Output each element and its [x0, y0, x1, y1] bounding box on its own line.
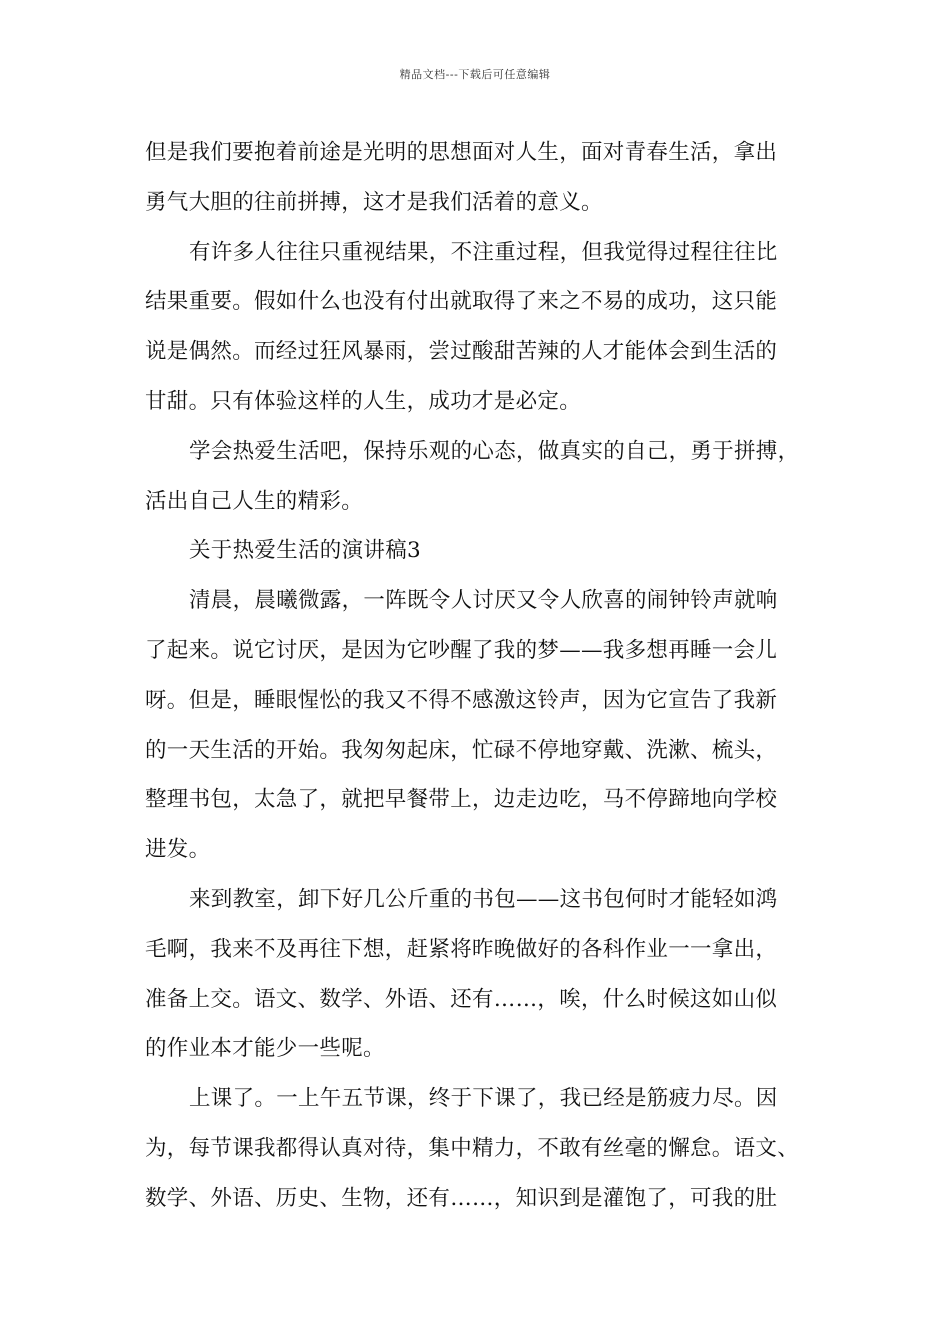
text-line: 准备上交。语文、数学、外语、还有……，唉，什么时候这如山似 — [145, 986, 778, 1012]
text-line: 数学、外语、历史、生物，还有……，知识到是灌饱了，可我的肚 — [145, 1185, 778, 1211]
text-line: 结果重要。假如什么也没有付出就取得了来之不易的成功，这只能 — [145, 289, 778, 315]
text-line: 上课了。一上午五节课，终于下课了，我已经是筋疲力尽。因 — [189, 1086, 778, 1112]
text-line: 勇气大胆的往前拼搏，这才是我们活着的意义。 — [145, 189, 603, 215]
text-line: 有许多人往往只重视结果，不注重过程，但我觉得过程往往比 — [189, 239, 778, 265]
text-line: 学会热爱生活吧，保持乐观的心态，做真实的自己，勇于拼搏， — [189, 438, 800, 464]
text-line: 进发。 — [145, 837, 211, 863]
text-line: 的一天生活的开始。我匆匆起床，忙碌不停地穿戴、洗漱、梳头， — [145, 737, 778, 763]
text-line: 但是我们要抱着前途是光明的思想面对人生，面对青春生活，拿出 — [145, 140, 778, 165]
text-line: 来到教室，卸下好几公斤重的书包——这书包何时才能轻如鸿 — [189, 886, 778, 912]
document-body — [145, 128, 825, 1224]
text-line: 说是偶然。而经过狂风暴雨，尝过酸甜苦辣的人才能体会到生活的 — [145, 339, 778, 365]
text-line: 清晨，晨曦微露，一阵既令人讨厌又令人欣喜的闹钟铃声就响 — [189, 588, 778, 614]
text-line: 的作业本才能少一些呢。 — [145, 1036, 385, 1062]
page-header: 精品文档---下载后可任意编辑 — [399, 68, 551, 81]
text-line: 甘甜。只有体验这样的人生，成功才是必定。 — [145, 388, 582, 414]
text-line: 毛啊，我来不及再往下想，赶紧将昨晚做好的各科作业一一拿出， — [145, 936, 778, 962]
text-line: 关于热爱生活的演讲稿3 — [189, 538, 421, 564]
text-line: 整理书包，太急了，就把早餐带上，边走边吃，马不停蹄地向学校 — [145, 787, 778, 813]
text-line: 活出自己人生的精彩。 — [145, 488, 364, 514]
text-line: 为，每节课我都得认真对待，集中精力，不敢有丝毫的懈怠。语文、 — [145, 1135, 800, 1161]
text-line: 呀。但是，睡眼惺忪的我又不得不感激这铃声，因为它宣告了我新 — [145, 687, 778, 713]
text-line: 了起来。说它讨厌，是因为它吵醒了我的梦——我多想再睡一会儿 — [145, 637, 778, 663]
